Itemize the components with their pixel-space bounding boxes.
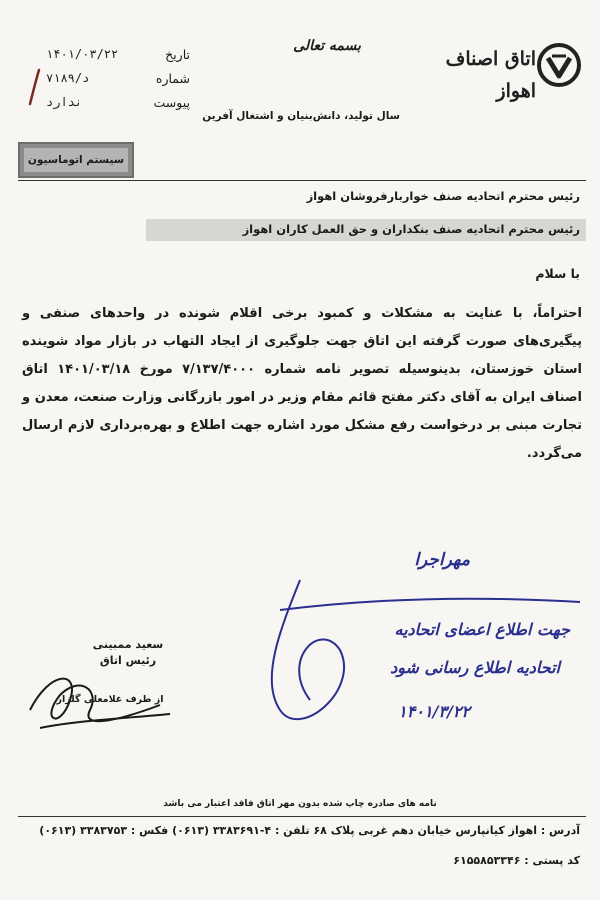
recipient-line-2: رئیس محترم اتحادیه صنف بنکداران و حق العمل کاران اهواز [242, 222, 580, 236]
recipient-line-1: رئیس محترم اتحادیه صنف خواربارفروشان اهواز [306, 189, 580, 203]
signatory-title: رئیس اتاق [99, 654, 157, 667]
handwritten-annotation [240, 540, 590, 780]
logo-city: اهواز [496, 80, 536, 102]
automation-stamp [18, 142, 134, 178]
header-divider [18, 180, 586, 181]
signatory-name: سعید ممبینی [92, 638, 164, 651]
letter-meta [30, 42, 190, 114]
stamp-text: سیستم اتوماسیون [24, 148, 128, 172]
number-value: ۷۱۸۹/د [46, 71, 90, 85]
handwritten-line-1: مهراجرا [414, 550, 470, 570]
besmellah: بسمه تعالی [293, 38, 361, 54]
signatory-on-behalf: از طرف غلامعلی گلزار [56, 694, 164, 705]
year-slogan: سال تولید، دانش‌بنیان و اشتغال آفرین [202, 110, 400, 122]
footer-address: آدرس : اهواز کیانپارس خیابان دهم غربی پلاک ۶۸ تلفن : ۴-۳۳۸۳۶۹۱ (۰۶۱۳) فکس : ۳۳۸۳۷۵۳ (۰۶۱۳) [39, 824, 580, 837]
chamber-logo [406, 36, 586, 146]
handwritten-line-2: جهت اطلاع اعضای اتحادیه [394, 620, 570, 639]
footer-divider [18, 816, 586, 817]
validity-note: نامه های صادره چاپ شده بدون مهر اتاق فاقد اعتبار می باشد [163, 799, 437, 809]
attachment-row [30, 90, 190, 114]
handwritten-line-3: اتحادیه اطلاع رسانی شود [390, 658, 560, 677]
attachment-value: ندارد [46, 95, 83, 109]
number-label: شماره [155, 70, 190, 86]
letter-body: احتراماً، با عنایت به مشکلات و کمبود برخی اقلام شونده در واحدهای صنفی و پیگیری‌های صورت گرفته این اتاق جهت جلوگیری از ایجاد التهاب در بازار مواد شوینده استان خوزستان، بدینوسیله تصویر نامه شماره ۷/۱۳۷/۴۰۰۰ مورخ ۱۴۰۱/۰۳/۱۸ اتاق اصناف ایران به آقای دکتر مفتح قائم مقام وزیر در امور بازرگانی وزارت صنعت، معدن و تجارت مبنی بر درخواست رفع مشکل مورد اشاره جهت اطلاع و بهره‌برداری لازم ارسال می‌گردد. [22, 306, 582, 461]
date-value: ۱۴۰۱/۰۳/۲۲ [46, 47, 119, 61]
logo-text: اتاق اصناف [445, 48, 536, 70]
pen-stroke-mark [28, 68, 42, 106]
number-row [30, 66, 190, 90]
date-row [30, 42, 190, 66]
handwritten-date: ۱۴۰۱/۳/۲۲ [398, 702, 470, 721]
greeting: با سلام [535, 266, 580, 281]
date-label: تاریخ [165, 46, 190, 62]
guild-emblem-icon [536, 42, 582, 88]
attachment-label: پیوست [153, 94, 190, 110]
footer-postal-code: کد پستی : ۶۱۵۵۸۵۳۳۴۶ [453, 854, 580, 867]
